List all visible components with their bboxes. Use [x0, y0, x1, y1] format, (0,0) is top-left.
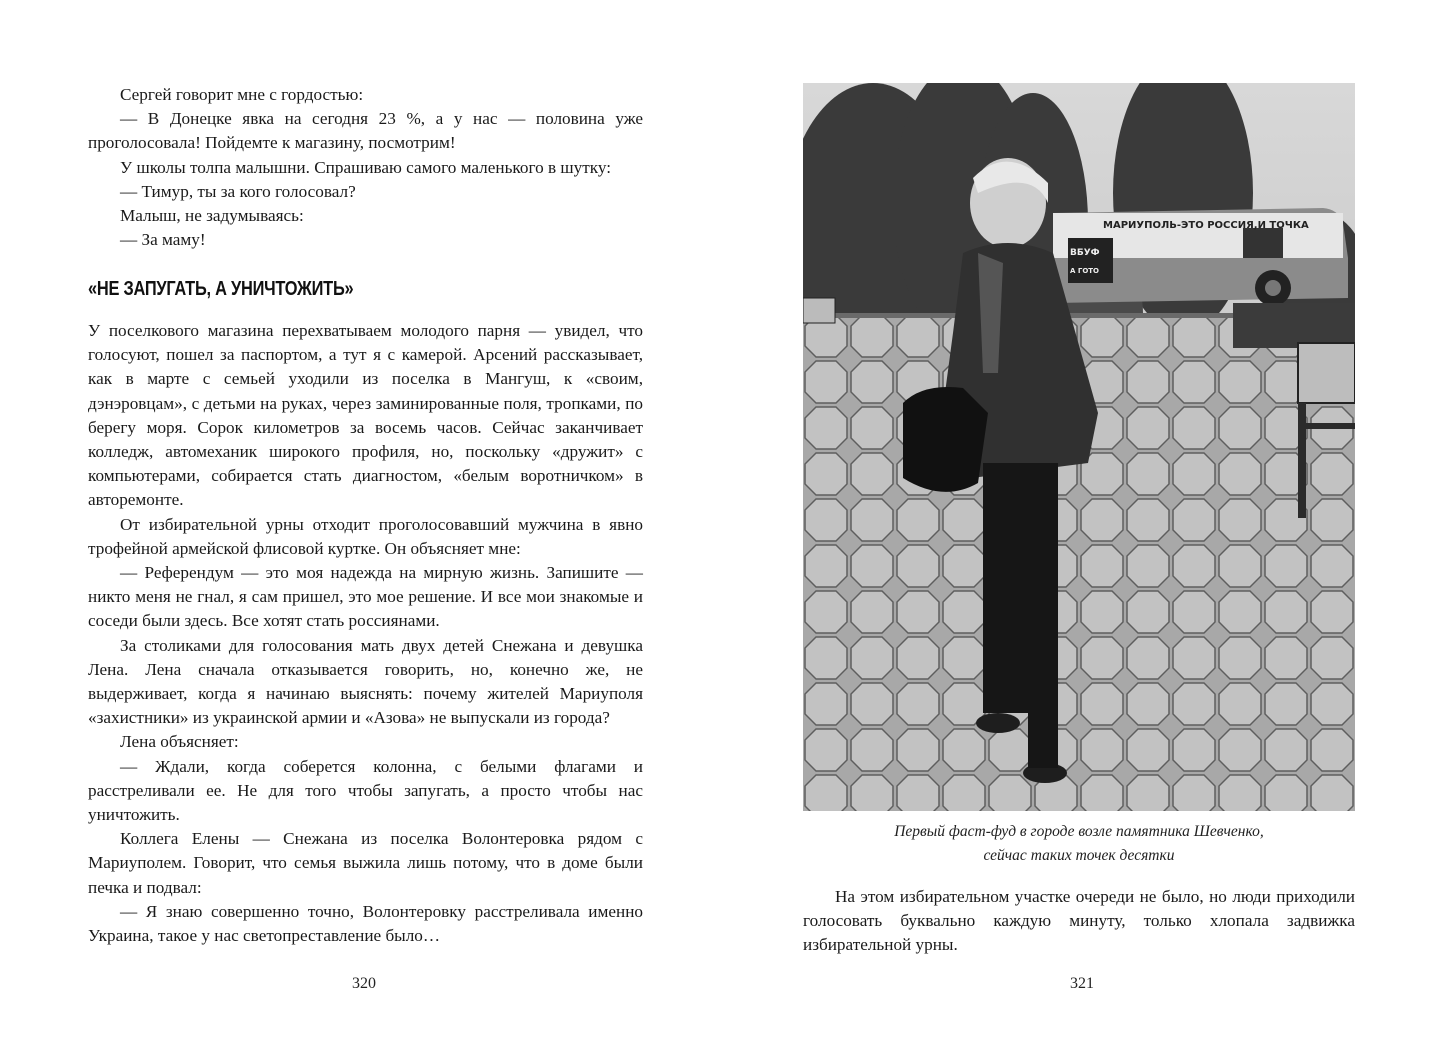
photo-illustration — [803, 83, 1355, 811]
paragraph: От избирательной урны отходит проголосовавший мужчина в явно трофейной армейской флисовой куртке. Он объясняет мне: — [88, 514, 643, 558]
paragraph: — За маму! — [120, 230, 206, 250]
paragraph: Лена объясняет: — [120, 732, 239, 752]
paragraph: На этом избирательном участке очереди не было, но люди приходили голосовать буквально каждую минуту, только хлопала задвижка избирательной урны. — [803, 887, 1355, 955]
paragraph: — Ждали, когда соберется колонна, с белыми флагами и расстреливали ее. Не для того чтобы запугать, а просто чтобы нас уничтожить. — [88, 756, 643, 825]
right-page — [722, 0, 1445, 1047]
intro-text — [88, 83, 643, 252]
paragraph: За столиками для голосования мать двух детей Снежана и девушка Лена. Лена сначала отказывается говорить, но, конечно же, не выдерживает, когда я начинаю выяснять: почему жителей Мариуполя «захистники» из украинской армии и «Азова» не выпускали из города? — [88, 635, 643, 728]
paragraph: — Референдум — это моя надежда на мирную жизнь. Запишите — никто меня не гнал, я сам пришел, это мое решение. И все мои знакомые и соседи были здесь. Все хотят стать россиянами. — [88, 563, 643, 631]
caption-line: сейчас таких точек десятки — [983, 847, 1175, 864]
truck-side-text: А ГОТО — [1070, 267, 1099, 275]
grass-patch — [1233, 303, 1355, 348]
photo — [803, 83, 1355, 811]
paragraph: У поселкового магазина перехватываем молодого парня — увидел, что голосуют, пошел за паспортом, а тут я с камерой. Арсений рассказывает, как в марте с семьей уходили из поселка в Мангуш, к «своим, дэнэровцам», с детьми на руках, через заминированные поля, тропками, по берегу моря. Сорок километров за восемь часов. Сейчас заканчивает колледж, автомеханик широкого профиля, но, поскольку «дружит» с компьютерами, собирается стать диагностом, «белым воротничком» в авторемонте. — [88, 321, 643, 510]
food-truck — [1053, 203, 1355, 306]
body-text — [803, 885, 1355, 958]
photo-caption — [803, 820, 1355, 868]
page-number: 321 — [1070, 975, 1094, 992]
paragraph: — Я знаю совершенно точно, Волонтеровку расстреливала именно Украина, такое у нас светопреставление было… — [88, 901, 643, 946]
truck-side-text: ВБУФ — [1070, 248, 1100, 258]
handbag — [903, 387, 988, 492]
paragraph: Малыш, не задумываясь: — [120, 206, 304, 226]
paragraph: У школы толпа малышни. Спрашиваю самого маленького в шутку: — [120, 157, 611, 177]
paragraph: Сергей говорит мне с гордостью: — [120, 85, 364, 104]
body-text — [88, 319, 643, 948]
small-bench — [803, 298, 835, 323]
page-number: 320 — [352, 975, 376, 992]
left-page — [0, 0, 722, 1047]
truck-sign: МАРИУПОЛЬ-ЭТО РОССИЯ,И ТОЧКА — [1103, 220, 1309, 231]
paragraph: Коллега Елены — Снежана из поселка Волонтеровка рядом с Мариуполем. Говорит, что семья выжила лишь потому, что в доме были печка и подвал: — [88, 829, 643, 897]
section-heading: «НЕ ЗАПУГАТЬ, А УНИЧТОЖИТЬ» — [88, 278, 354, 300]
paragraph: — Тимур, ты за кого голосовал? — [120, 181, 356, 201]
caption-line: Первый фаст-фуд в городе возле памятника Шевченко, — [894, 823, 1264, 840]
paragraph: — В Донецке явка на сегодня 23 %, а у нас — половина уже проголосовала! Пойдемте к магазину, посмотрим! — [88, 109, 643, 153]
